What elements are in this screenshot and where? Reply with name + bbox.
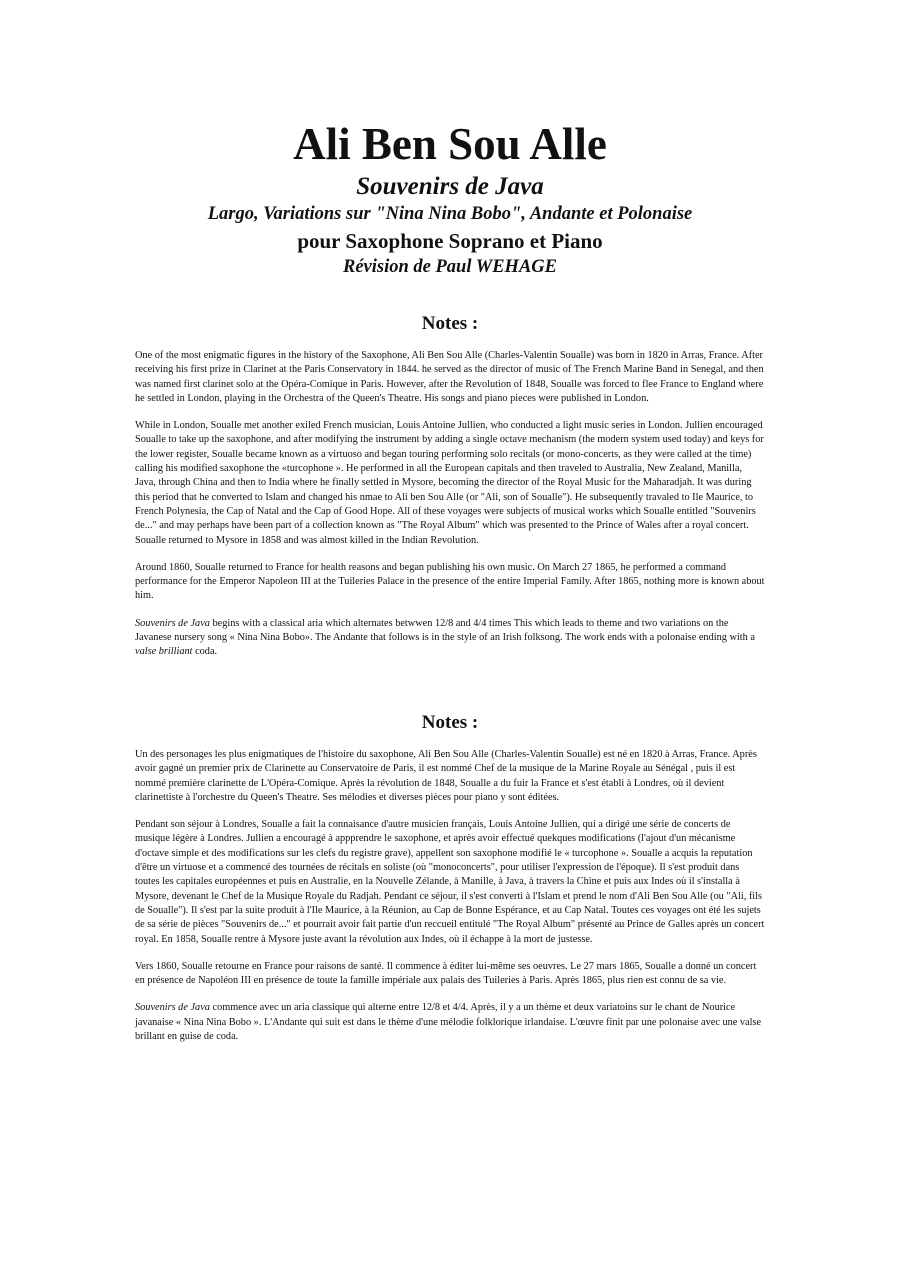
notes-heading-english: Notes : <box>421 313 479 334</box>
english-paragraph-4-text-b: coda. <box>192 646 218 658</box>
english-valse-italic: valse brilliant <box>135 646 193 658</box>
instrumentation: pour Saxophone Soprano et Piano <box>297 229 603 253</box>
french-work-title-italic: Souvenirs de Java <box>135 1002 210 1014</box>
french-paragraph-4 <box>135 1001 765 1044</box>
english-paragraph-4 <box>135 617 765 660</box>
english-paragraph-3: Around 1860, Soualle returned to France for health reasons and began publishing his own music. On March 27 1865, he performed a command performance for the Emperor Napoleon III at the Tuileries Palace in the presence of the entire Imperial Family. After 1865, nothing more is known about him. <box>135 561 765 602</box>
title-block <box>0 118 900 279</box>
french-paragraph-4-text: commence avec un aria classique qui alterne entre 12/8 et 4/4. Après, il y a un thème et deux variatoins sur le chant de Nourice javanaise « Nina Nina Bobo ». L'Andante qui suit est dans le thème d'une mélodie folklorique irlandaise. L'œuvre finit par une polonaise avec une valse brillant en guise de coda. <box>135 1002 762 1043</box>
french-paragraph-2: Pendant son séjour à Londres, Soualle a fait la connaisance d'autre musicien français, Louis Antoine Jullien, qui a dirigé une série de concerts de musique légère à Londres. Jullien a encouragé à appprendre le saxophone, et après avoir effectué quekques modifications (l'ajout d'un mécanisme d'octave simple et des modifications sur les clefs du registre grave), appellent son saxophone modifié le « turcophone ». Soualle a acquis la reputation d'être un virtuose et a commencé des tournées de récitals en soliste (où "monoconcerts", pour utiliser l'expression de l'époque). Il s'est produit dans toutes les capitales européennes et puis en Australie, en la Nouvelle Zélande, à Manille, à Java, à travers la Chine et puis aux Indes où il s'installa à Mysore, devenant le Chef de la Musique Royale du Radjah. Pendant ce séjour, il s'est converti à l'Islam et prend le nom d'Ali Ben Sou Alle (ou "Ali, fils de Soualle"). Il s'est par la suite produit à l'Ile Maurice, à la Réunion, au Cap de Bonne Espérance, et au Cap Natal. Toutes ces voyages ont été les sujets de sa série de pièces "Souvenirs de..." et pourrait avoir fait partie d'un reccueil entitulé "The Royal Album" présenté au Prince de Galles après un concert royal. En 1858, Soualle rentre à Mysore juste avant la révolution aux Indes, où il échappe à la mort de justesse. <box>135 819 765 945</box>
revision-credit: Révision de Paul WEHAGE <box>343 257 557 277</box>
english-work-title-italic: Souvenirs de Java <box>135 617 210 629</box>
english-notes <box>135 349 765 673</box>
english-paragraph-2: While in London, Soualle met another exiled French musician, Louis Antoine Jullien, who conducted a light music series in London. Jullien encouraged Soualle to take up the saxophone, and after modifying the instrument by adding a single octave mechanism (the modern system used today) and keys for the lower register, Soualle became known as a virtuoso and began touring performing solo recitals (or mono-concerts, as they were called at the time) calling his modified saxophone the «turcophone ». He performed in all the European capitals and then traveled to Australia, New Zealand, Manilla, Java, through China and then to India where he finally settled in Mysore, becoming the director of the Royal Music for the Maharadjah. It was during this period that he converted to Islam and changed his nmae to Ali ben Sou Alle (or "Ali, son of Soualle"). He subsequently travaled to Ile Maurice, to French Polynesia, the Cap of Natal and the Cap of Good Hope. All of these voyages were subjects of musical works which Soualle entitled "Souvenirs de..." and may perhaps have been part of a collection known as "The Royal Album" which was presented to the Prince of Wales after a royal concert. Soualle returned to Mysore in 1858 and was almost killed in the Indian Revolution. <box>135 420 764 546</box>
notes-heading-french: Notes : <box>421 712 479 733</box>
french-notes <box>135 748 765 1057</box>
english-paragraph-1: One of the most enigmatic figures in the history of the Saxophone, Ali Ben Sou Alle (Charles-Valentin Soualle) was born in 1820 in Arras, France. After receiving his first prize in Clarinet at the Paris Conservatory in 1844. he served as the director of music of The French Marine Band in Senegal, and then was named first clarinet solo at the Opéra-Comique in Paris. However, after the Revolution of 1848, Soualle was forced to flee France to England where he settled in London, playing in the Orchestra of the Queen's Theatre. His songs and piano pieces were published in London. <box>135 350 764 404</box>
composer-name: Ali Ben Sou Alle <box>293 119 607 169</box>
work-subtitle: Largo, Variations sur "Nina Nina Bobo", Andante et Polonaise <box>207 204 693 224</box>
french-paragraph-3: Vers 1860, Soualle retourne en France pour raisons de santé. Il commence à éditer lui-même ses oeuvres. Le 27 mars 1865, Soualle a donné un concert en présence de Napoléon III en présence de toute la famille impériale aux palais des Tuileries à Paris. Après 1865, plus rien est connu de sa vie. <box>135 960 757 987</box>
english-paragraph-4-text-a: begins with a classical aria which alternates betwwen 12/8 and 4/4 times This which leads to theme and two variations on the Javanese nursery song « Nina Nina Bobo». The Andante that follows is in the style of an Irish folksong. The work ends with a polonaise ending with a <box>135 617 755 644</box>
french-paragraph-1: Un des personages les plus enigmatiques de l'histoire du saxophone, Ali Ben Sou Alle (Charles-Valentin Soualle) est né en 1820 à Arras, France. Après avoir gagné un premier prix de Clarinette au Conservatoire de Paris, il est nommé Chef de la musique de la Marine Royale au Sénégal , puis il est nommé première clarinette de L'Opéra-Comique. Après la révolution de 1848, Soualle a du fuir la France et s'est établi à Londres, où il devient clarinettiste à l'orchestre du Queen's Theatre. Ses mélodies et diverses pièces pour piano y sont éditées. <box>135 749 757 803</box>
work-title: Souvenirs de Java <box>356 173 544 200</box>
